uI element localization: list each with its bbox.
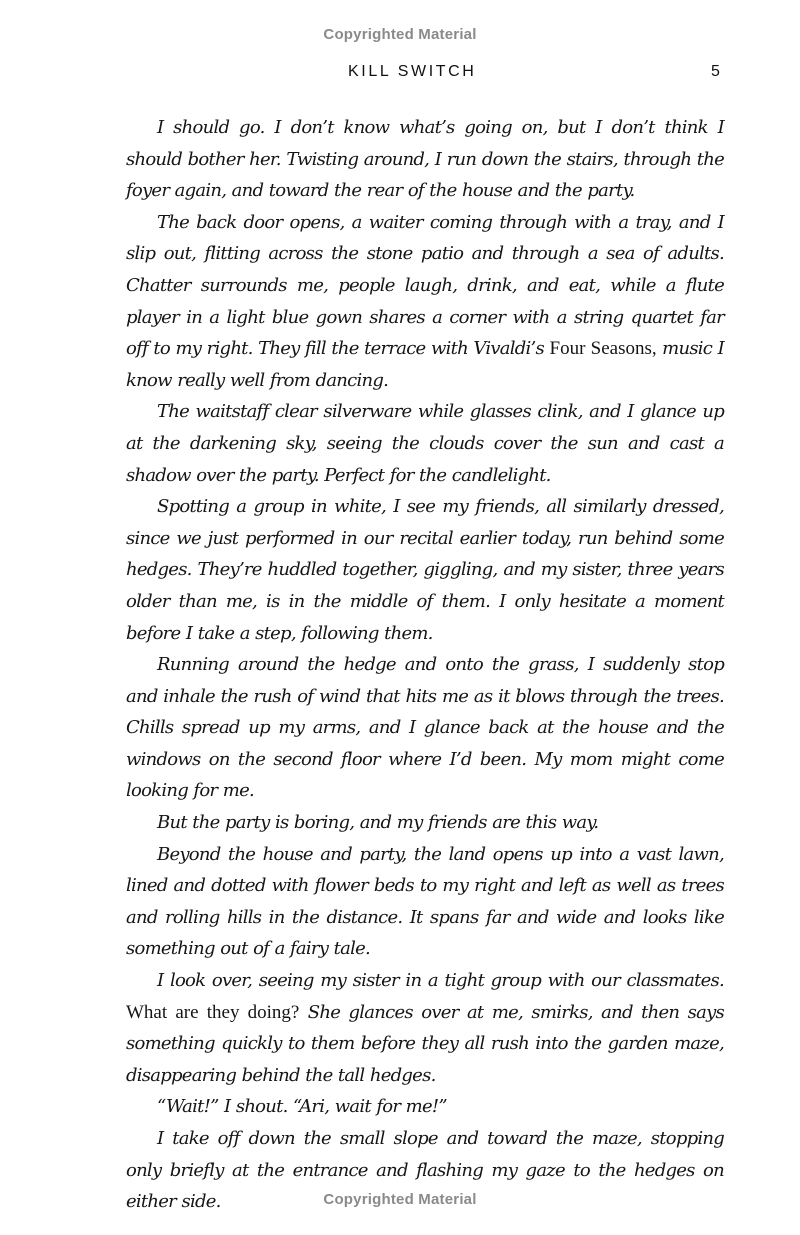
copyright-notice-bottom: Copyrighted Material bbox=[323, 1191, 477, 1208]
paragraph-9: “Wait!” I shout. “Ari, wait for me!” bbox=[157, 1096, 447, 1118]
paragraph-2-part-b: music I know really well from dancing. bbox=[126, 338, 724, 391]
paragraph-5: Running around the hedge and onto the grass, I suddenly stop and inhale the rush of wind that hits me as it blows through the trees. Chills spread up my arms, and I glance back at the house and the windows on the second floor where I’d been. My mom might come looking for me. bbox=[126, 654, 724, 802]
paragraph-4: Spotting a group in white, I see my friends, all similarly dressed, since we just performed in our recital earlier today, run behind some hedges. They’re huddled together, giggling, and my sister, three years older than me, is in the middle of them. I only hesitate a moment before I take a step, following them. bbox=[126, 496, 724, 644]
paragraph-8 bbox=[126, 965, 724, 1091]
paragraph-7: Beyond the house and party, the land opens up into a vast lawn, lined and dotted with flower beds to my right and left as well as trees and rolling hills in the distance. It spans far and wide and looks like something out of a fairy tale. bbox=[126, 843, 724, 960]
paragraph-2-part-a: The back door opens, a waiter coming through with a tray, and I slip out, flitting across the stone patio and through a sea of adults. Chatter surrounds me, people laugh, drink, and eat, while a flute player in a light blue gown shares a corner with a string quartet far off to my right. They fill the terrace with Vivaldi’s bbox=[126, 211, 724, 360]
paragraph-8-part-a: I look over, seeing my sister in a tight group with our classmates. bbox=[157, 970, 724, 992]
book-title-four-seasons: Four Seasons, bbox=[549, 338, 657, 360]
paragraph-10: I take off down the small slope and toward the maze, stopping only briefly at the entrance and flashing my gaze to the hedges on either side. bbox=[126, 1128, 724, 1213]
paragraph-1: I should go. I don’t know what’s going on, but I don’t think I should bother her. Twisting around, I run down the stairs, through the foyer again, and toward the rear of the house and the party. bbox=[126, 117, 724, 202]
paragraph-8-part-b: She glances over at me, smirks, and then says something quickly to them before they all rush into the garden maze, disappearing behind the tall hedges. bbox=[126, 1001, 725, 1086]
running-title: KILL SWITCH bbox=[348, 63, 477, 80]
paragraph-2 bbox=[126, 207, 724, 397]
paragraph-3: The waitstaff clear silverware while glasses clink, and I glance up at the darkening sky, seeing the clouds cover the sun and cast a shadow over the party. Perfect for the candlelight. bbox=[126, 401, 724, 486]
copyright-notice-top: Copyrighted Material bbox=[323, 26, 477, 43]
body-text bbox=[126, 112, 724, 1218]
inner-thought: What are they doing? bbox=[126, 1001, 300, 1023]
paragraph-6: But the party is boring, and my friends are this way. bbox=[157, 812, 599, 834]
page-number: 5 bbox=[711, 63, 720, 80]
